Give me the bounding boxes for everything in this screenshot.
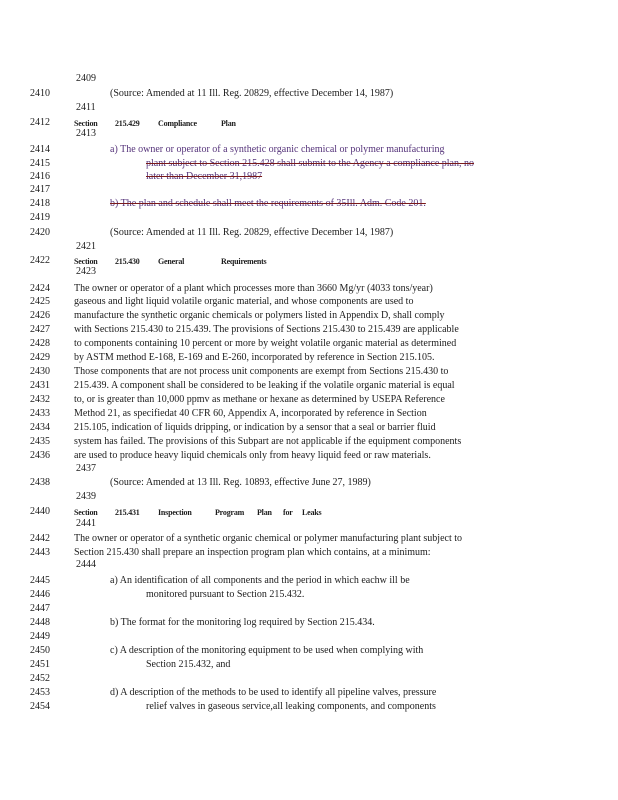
line-number: 2410 <box>30 88 50 99</box>
line-number: 2443 <box>30 547 50 558</box>
section-heading: Section 215.429 Compliance Plan <box>74 119 236 128</box>
line-number: 2412 <box>30 117 50 128</box>
list-item-d: d) A description of the methods to be used to identify all pipeline valves, pressure <box>110 687 437 698</box>
body-text: 215.105, indication of liquids dripping, or indication by a sensor that a seal or barrier fluid <box>74 422 436 433</box>
body-text: The owner or operator of a synthetic organic chemical or polymer manufacturing plant subject to <box>74 533 463 544</box>
body-text: The owner or operator of a plant which processes more than 3660 Mg/yr (4033 tons/year) <box>74 283 433 294</box>
line-number: 2448 <box>30 617 50 628</box>
struck-text: b) The plan and schedule shall meet the requirements of 35Ill. Adm. Code 201. <box>110 198 426 209</box>
line-number: 2428 <box>30 338 50 349</box>
list-item-c-cont: Section 215.432, and <box>146 659 231 670</box>
section-heading: Section 215.431 Inspection Program Plan for Leaks <box>74 508 322 517</box>
line-number: 2452 <box>30 673 50 684</box>
line-number: 2415 <box>30 158 50 169</box>
line-number: 2445 <box>30 575 50 586</box>
struck-text: plant subject to Section 215.428 shall submit to the Agency a compliance plan, no <box>146 158 474 169</box>
line-number: 2449 <box>30 631 50 642</box>
line-number: 2416 <box>30 171 50 182</box>
line-number: 2413 <box>76 128 96 139</box>
body-text: manufacture the synthetic organic chemicals or polymers listed in Appendix D, shall comply <box>74 310 445 321</box>
struck-text: later than December 31,1987 <box>146 171 263 182</box>
line-number: 2419 <box>30 212 50 223</box>
line-number: 2450 <box>30 645 50 656</box>
body-text: Those components that are not process unit components are exempt from Sections 215.430 to <box>74 366 449 377</box>
line-number: 2454 <box>30 701 50 712</box>
body-text: to components containing 10 percent or more by weight volatile organic material as determined <box>74 338 457 349</box>
line-number: 2434 <box>30 422 50 433</box>
line-number: 2442 <box>30 533 50 544</box>
source-note: (Source: Amended at 11 Ill. Reg. 20829, effective December 14, 1987) <box>110 88 394 99</box>
section-heading: Section 215.430 General Requirements <box>74 257 267 266</box>
line-number: 2441 <box>76 518 96 529</box>
body-text: to, or is greater than 10,000 ppmv as methane or hexane as determined by USEPA Reference <box>74 394 445 405</box>
body-text: Method 21, as specifiedat 40 CFR 60, Appendix A, incorporated by reference in Section <box>74 408 427 419</box>
body-text: by ASTM method E-168, E-169 and E-260, incorporated by reference in Section 215.105. <box>74 352 435 363</box>
line-number: 2444 <box>76 559 96 570</box>
source-note: (Source: Amended at 11 Ill. Reg. 20829, effective December 14, 1987) <box>110 227 394 238</box>
body-text: gaseous and light liquid volatile organic material, and whose components are used to <box>74 296 414 307</box>
line-number: 2414 <box>30 144 50 155</box>
line-number: 2420 <box>30 227 50 238</box>
line-number: 2446 <box>30 589 50 600</box>
line-number: 2422 <box>30 255 50 266</box>
line-number: 2435 <box>30 436 50 447</box>
list-item-d-cont: relief valves in gaseous service,all leaking components, and components <box>146 701 436 712</box>
subsection-a-text: a) The owner or operator of a synthetic organic chemical or polymer manufacturing <box>110 144 445 155</box>
source-note: (Source: Amended at 13 Ill. Reg. 10893, effective June 27, 1989) <box>110 477 371 488</box>
body-text: are used to produce heavy liquid chemicals only from heavy liquid feed or raw materials. <box>74 450 431 461</box>
line-number: 2453 <box>30 687 50 698</box>
body-text: system has failed. The provisions of this Subpart are not applicable if the equipment components <box>74 436 462 447</box>
line-number: 2409 <box>76 73 96 84</box>
line-number: 2439 <box>76 491 96 502</box>
line-number: 2425 <box>30 296 50 307</box>
line-number: 2437 <box>76 463 96 474</box>
body-text: with Sections 215.430 to 215.439. The provisions of Sections 215.430 to 215.439 are applicable <box>74 324 459 335</box>
list-item-a-cont: monitored pursuant to Section 215.432. <box>146 589 305 600</box>
line-number: 2417 <box>30 184 50 195</box>
line-number: 2432 <box>30 394 50 405</box>
line-number: 2429 <box>30 352 50 363</box>
line-number: 2431 <box>30 380 50 391</box>
line-number: 2451 <box>30 659 50 670</box>
body-text: Section 215.430 shall prepare an inspection program plan which contains, at a minimum: <box>74 547 431 558</box>
body-text: 215.439. A component shall be considered to be leaking if the volatile organic material is equal <box>74 380 455 391</box>
line-number: 2436 <box>30 450 50 461</box>
line-number: 2447 <box>30 603 50 614</box>
line-number: 2411 <box>76 102 96 113</box>
line-number: 2418 <box>30 198 50 209</box>
line-number: 2423 <box>76 266 96 277</box>
line-number: 2426 <box>30 310 50 321</box>
line-number: 2433 <box>30 408 50 419</box>
line-number: 2430 <box>30 366 50 377</box>
line-number: 2440 <box>30 506 50 517</box>
list-item-b: b) The format for the monitoring log required by Section 215.434. <box>110 617 375 628</box>
line-number: 2421 <box>76 241 96 252</box>
list-item-c: c) A description of the monitoring equipment to be used when complying with <box>110 645 424 656</box>
list-item-a: a) An identification of all components and the period in which eachw ill be <box>110 575 410 586</box>
line-number: 2424 <box>30 283 50 294</box>
line-number: 2427 <box>30 324 50 335</box>
line-number: 2438 <box>30 477 50 488</box>
